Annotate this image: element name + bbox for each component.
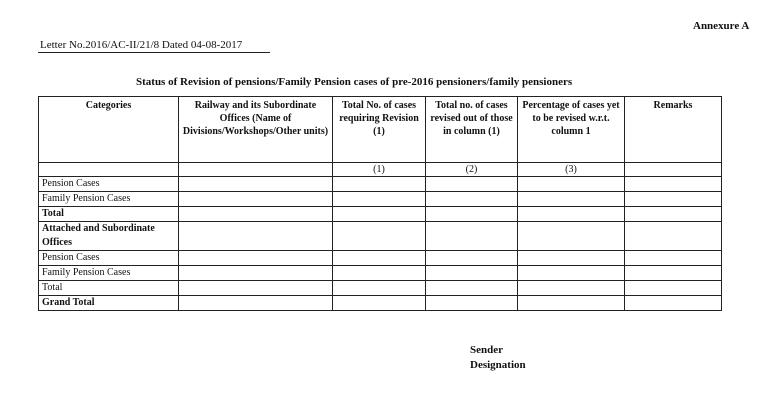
table-cell xyxy=(426,266,518,281)
table-cell xyxy=(179,281,333,296)
table-row xyxy=(39,177,722,192)
status-table xyxy=(38,96,722,311)
table-row xyxy=(39,222,722,251)
table-cell xyxy=(518,251,625,266)
row-label-family-pension-cases: Family Pension Cases xyxy=(39,192,179,207)
table-row xyxy=(39,251,722,266)
table-cell xyxy=(333,281,426,296)
col-number-1: (1) xyxy=(333,163,426,177)
header-total-cases-label: Total No. of cases requiring Revision xyxy=(339,100,419,124)
table-cell xyxy=(426,281,518,296)
table-cell xyxy=(426,251,518,266)
col-number-3: (3) xyxy=(518,163,625,177)
row-label-pension-cases: Pension Cases xyxy=(39,177,179,192)
table-cell xyxy=(333,192,426,207)
table-cell xyxy=(625,207,722,222)
row-label-attached-offices: Attached and Subordinate Offices xyxy=(39,222,179,251)
row-label-grand-total: Grand Total xyxy=(39,296,179,311)
table-cell xyxy=(518,266,625,281)
signature-block xyxy=(470,343,526,373)
row-label-pension-cases-2: Pension Cases xyxy=(39,251,179,266)
table-cell xyxy=(518,222,625,251)
table-cell xyxy=(625,266,722,281)
col-number-remarks xyxy=(625,163,722,177)
letter-reference: Letter No.2016/AC-II/21/8 Dated 04-08-2017 xyxy=(40,39,243,51)
table-cell xyxy=(518,177,625,192)
document-title: Status of Revision of pensions/Family Pension cases of pre-2016 pensioners/family pensioners xyxy=(136,76,573,88)
table-cell xyxy=(179,251,333,266)
table-cell xyxy=(179,192,333,207)
row-label-total: Total xyxy=(39,207,179,222)
table-cell xyxy=(333,251,426,266)
table-cell xyxy=(179,296,333,311)
header-categories: Categories xyxy=(39,97,179,163)
col-number-railway xyxy=(179,163,333,177)
table-cell xyxy=(518,207,625,222)
header-remarks: Remarks xyxy=(625,97,722,163)
table-row xyxy=(39,281,722,296)
designation-label: Designation xyxy=(470,359,526,371)
table-row xyxy=(39,266,722,281)
table-cell xyxy=(179,177,333,192)
table-header-row xyxy=(39,97,722,163)
col-number-categories xyxy=(39,163,179,177)
table-cell xyxy=(426,192,518,207)
table-cell xyxy=(426,296,518,311)
table-cell xyxy=(333,222,426,251)
header-cases-revised: Total no. of cases revised out of those in column (1) xyxy=(426,97,518,163)
table-row xyxy=(39,296,722,311)
header-railway-offices: Railway and its Subordinate Offices (Name of Divisions/Workshops/Other units) xyxy=(179,97,333,163)
table-cell xyxy=(426,207,518,222)
table-cell xyxy=(518,281,625,296)
header-total-cases-sub: (1) xyxy=(373,126,385,137)
table-cell xyxy=(625,192,722,207)
table-cell xyxy=(333,296,426,311)
table-cell xyxy=(518,296,625,311)
letter-underline xyxy=(38,52,270,53)
row-label-total-2: Total xyxy=(39,281,179,296)
table-cell xyxy=(625,222,722,251)
table-cell xyxy=(426,177,518,192)
table-cell xyxy=(625,177,722,192)
table-cell xyxy=(625,296,722,311)
table-cell xyxy=(625,281,722,296)
row-label-family-pension-cases-2: Family Pension Cases xyxy=(39,266,179,281)
table-cell xyxy=(179,266,333,281)
table-cell xyxy=(518,192,625,207)
table-cell xyxy=(333,207,426,222)
table-cell xyxy=(426,222,518,251)
sender-label: Sender xyxy=(470,344,503,356)
table-cell xyxy=(179,222,333,251)
header-percentage: Percentage of cases yet to be revised w.r.t. column 1 xyxy=(518,97,625,163)
header-total-cases xyxy=(333,97,426,163)
table-row xyxy=(39,192,722,207)
annexure-label: Annexure A xyxy=(693,20,750,32)
table-row xyxy=(39,207,722,222)
table-cell xyxy=(333,177,426,192)
col-number-2: (2) xyxy=(426,163,518,177)
table-cell xyxy=(625,251,722,266)
table-cell xyxy=(333,266,426,281)
column-number-row xyxy=(39,163,722,177)
table-cell xyxy=(179,207,333,222)
